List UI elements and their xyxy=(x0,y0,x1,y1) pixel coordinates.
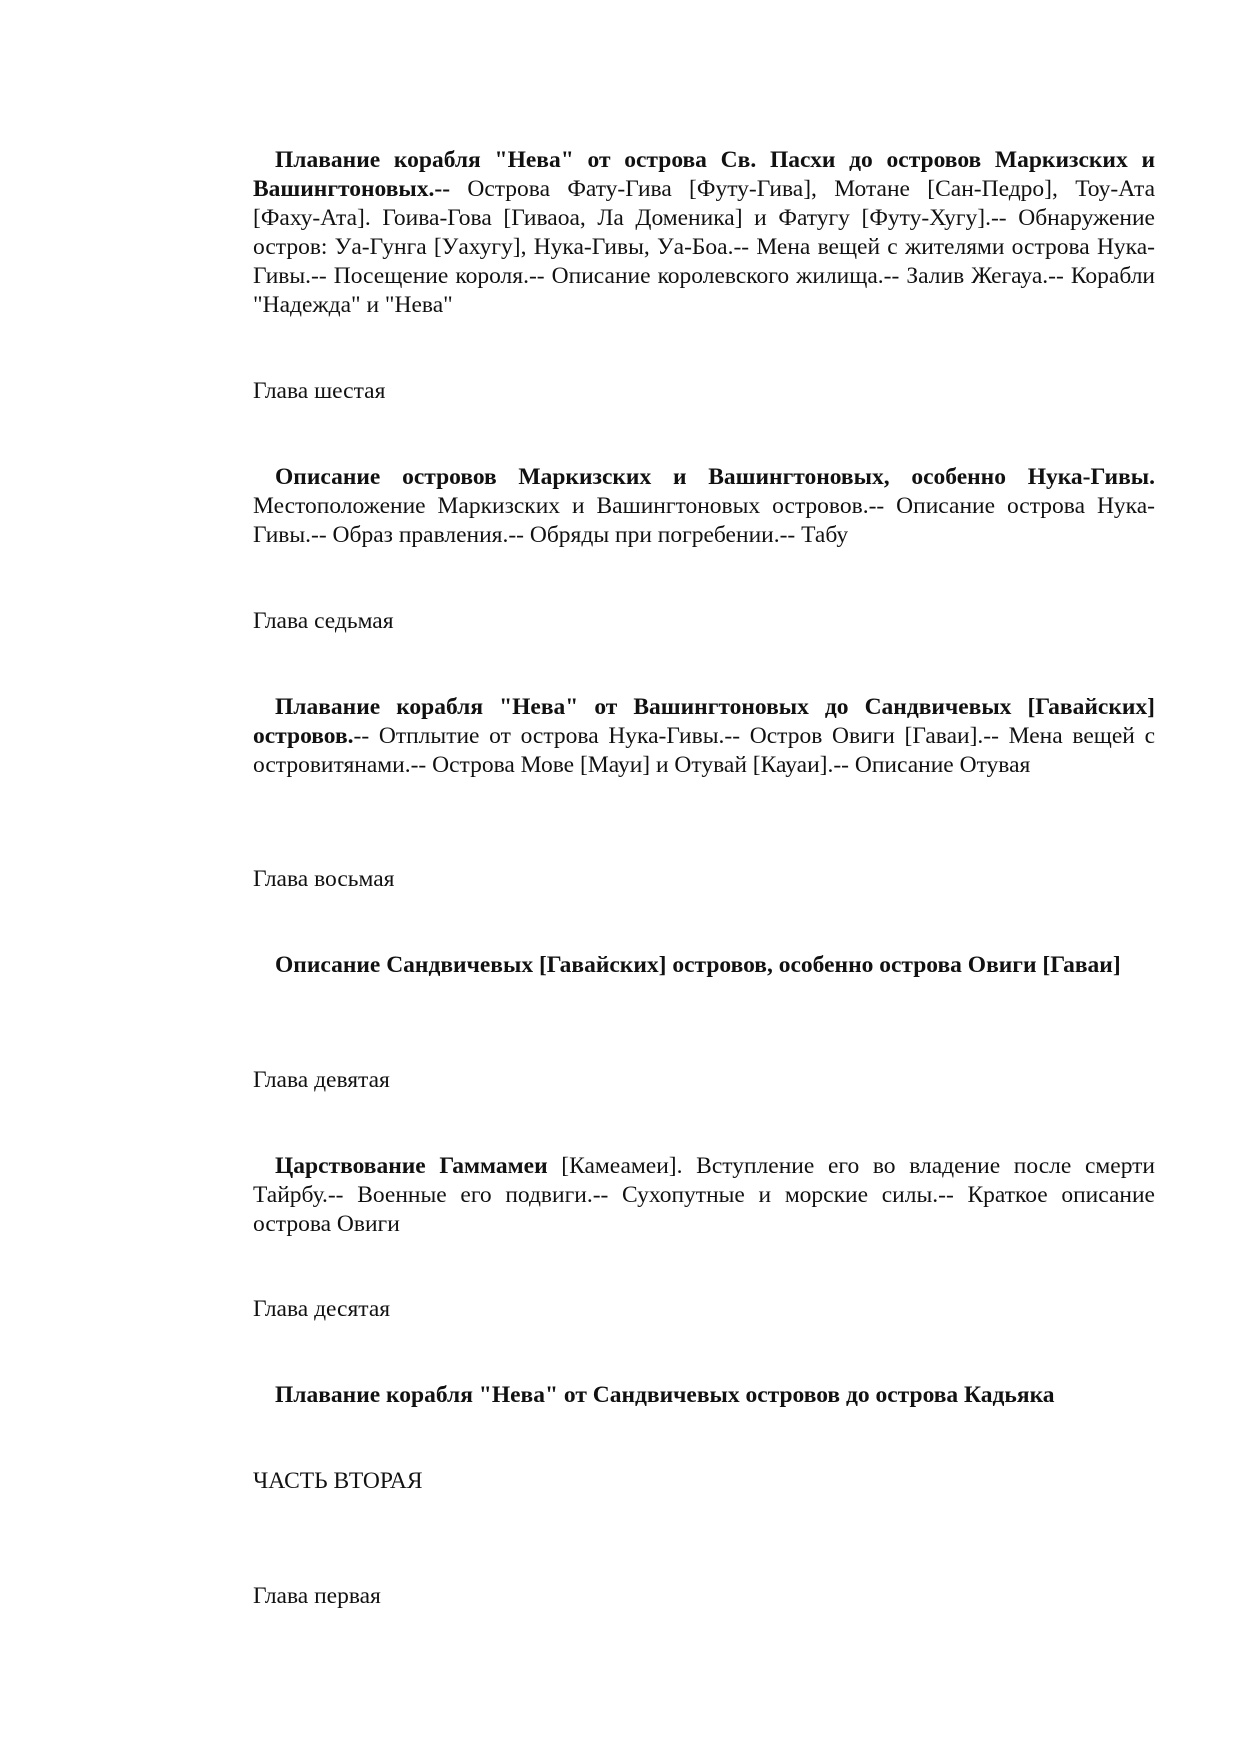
chapter-summary-title: Плавание корабля "Нева" от острова Св. Пасхи до островов Маркизских и Вашингтоновых.-- xyxy=(253,147,1155,202)
chapter-summary-title: Описание островов Маркизских и Вашингтоновых, особенно Нука-Гивы. xyxy=(275,464,1155,490)
chapter-summary-paragraph xyxy=(253,951,1155,980)
chapter-summary-paragraph xyxy=(253,1381,1155,1410)
chapter-summary-paragraph xyxy=(253,1152,1155,1239)
chapter-heading: Глава седьмая xyxy=(253,608,394,634)
chapter-summary-text: Острова Фату-Гива [Футу-Гива], Мотане [Сан-Педро], Тоу-Ата [Фаху-Ата]. Гоива-Гова [Гиваоа, Ла Доменика] и Фатугу [Футу-Хугу].-- Обнаружение остров: Уа-Гунга [Уахугу], Нука-Гивы, Уа-Боа.-- Мена вещей с жителями острова Нука-Гивы.-- Посещение короля.-- Описание королевского жилища.-- Залив Жегауа.-- Корабли "Надежда" и "Нева" xyxy=(253,176,1155,318)
chapter-heading: Глава первая xyxy=(253,1583,381,1609)
chapter-heading: Глава девятая xyxy=(253,1067,390,1093)
chapter-summary-title: Плавание корабля "Нева" от Сандвичевых островов до острова Кадьяка xyxy=(275,1382,1055,1408)
chapter-heading: Глава восьмая xyxy=(253,866,395,892)
chapter-summary-text: [Камеамеи]. Вступление его во владение после смерти Тайрбу.-- Военные его подвиги.-- Сухопутные и морские силы.-- Краткое описание острова Овиги xyxy=(253,1153,1155,1237)
chapter-summary-paragraph xyxy=(253,693,1155,780)
chapter-summary-paragraph xyxy=(253,463,1155,550)
part-heading: ЧАСТЬ ВТОРАЯ xyxy=(253,1468,423,1494)
chapter-summary-title: Царствование Гаммамеи xyxy=(275,1153,548,1179)
chapter-heading: Глава десятая xyxy=(253,1296,391,1322)
chapter-summary-text: -- Отплытие от острова Нука-Гивы.-- Остров Овиги [Гаваи].-- Мена вещей с островитянами.-- Острова Мове [Мауи] и Отувай [Кауаи].-- Описание Отувая xyxy=(253,723,1155,778)
chapter-summary-text: Местоположение Маркизских и Вашингтоновых островов.-- Описание острова Нука-Гивы.-- Образ правления.-- Обряды при погребении.-- Табу xyxy=(253,493,1155,548)
chapter-heading: Глава шестая xyxy=(253,378,386,404)
chapter-summary-paragraph xyxy=(253,146,1155,320)
chapter-summary-title: Плавание корабля "Нева" от Вашингтоновых до Сандвичевых [Гавайских] островов. xyxy=(253,694,1155,749)
chapter-summary-title: Описание Сандвичевых [Гавайских] островов, особенно острова Овиги [Гаваи] xyxy=(275,952,1121,978)
